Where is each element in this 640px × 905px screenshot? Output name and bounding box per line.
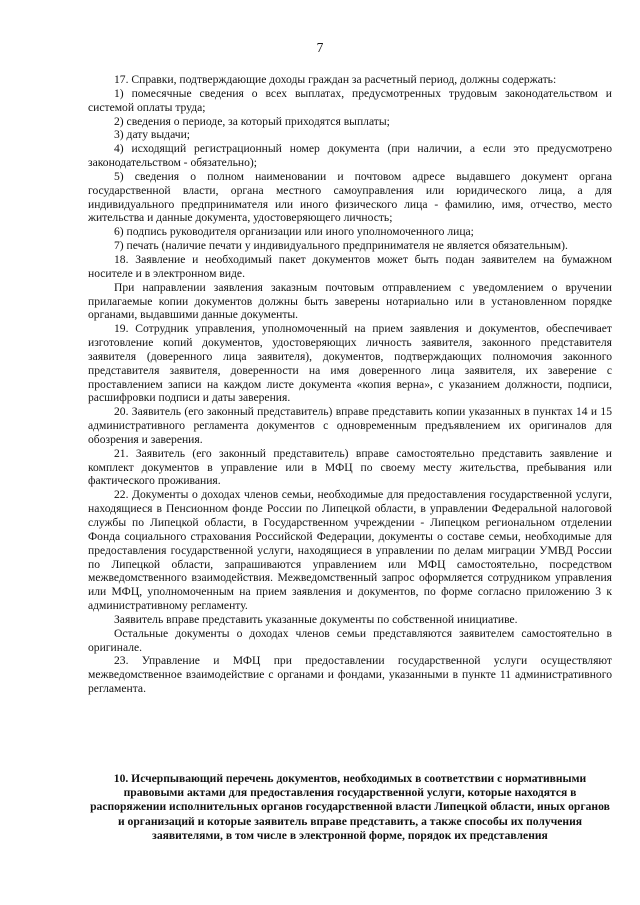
page-number: 7 — [316, 40, 324, 55]
paragraph-22-initiative: Заявитель вправе представить указанные документы по собственной инициативе. — [114, 612, 518, 626]
paragraph-19: 19. Сотрудник управления, уполномоченный на прием заявления и документов, обеспечивает изготовление копий документов, удостоверяющих личность заявителя, законного представителя заявителя (доверенного лица заявителя), документов, подтверждающих полномочия законного представителя заявителя, доверенности на имя доверенного лица заявителя, их заверение с проставлением записи на каждом листе документа «копия верна», с указанием должности, подписи, расшифровки подписи и даты заверения. — [88, 322, 612, 405]
paragraph-17-item-1: 1) помесячные сведения о всех выплатах, предусмотренных трудовым законодательством и системой оплаты труда; — [88, 86, 612, 114]
section-10-heading: 10. Исчерпывающий перечень документов, необходимых в соответствии с нормативными правовыми актами для предоставления государственной услуги, которые находятся в распоряжении исполнительных органов государственной власти Липецкой области, иных органов и организаций и которые заявитель вправе представить, а также способы их получения заявителями, в том числе в электронной форме, порядок их представления — [90, 772, 610, 842]
paragraph-18: 18. Заявление и необходимый пакет документов может быть подан заявителем на бумажном носителе и в электронном виде. — [88, 252, 612, 280]
paragraph-17: 17. Справки, подтверждающие доходы граждан за расчетный период, должны содержать: — [114, 73, 557, 86]
document-body — [88, 73, 612, 696]
paragraph-20: 20. Заявитель (его законный представитель) вправе представить копии указанных в пунктах 14 и 15 административного регламента документов с одновременным предъявлением их оригиналов для обозрения и заверения. — [88, 405, 612, 446]
paragraph-21: 21. Заявитель (его законный представитель) вправе самостоятельно представить заявление и комплект документов в управление или в МФЦ по своему месту жительства, пребывания или фактического проживания. — [88, 446, 612, 488]
paragraph-22-originals: Остальные документы о доходах членов семьи представляются заявителем самостоятельно в оригинале. — [88, 626, 612, 654]
paragraph-22: 22. Документы о доходах членов семьи, необходимые для предоставления государственной услуги, находящиеся в Пенсионном фонде России по Липецкой области, в управлении Федеральной налоговой службы по Липецкой области, в Государственном учреждении - Липецком региональном отделении Фонда социального страхования Российской Федерации, документы о составе семьи, необходимые для предоставления государственной услуги, находящиеся в управлении по делам миграции УМВД России по Липецкой области, запрашиваются управлением или МФЦ самостоятельно, посредством межведомственного взаимодействия. Межведомственный запрос оформляется сотрудником управления или МФЦ, уполномоченным на прием заявления и документов, по форме согласно приложению 3 к административному регламенту. — [88, 488, 612, 613]
paragraph-17-item-4: 4) исходящий регистрационный номер документа (при наличии, а если это предусмотрено законодательством - обязательно); — [88, 142, 612, 170]
paragraph-17-item-7: 7) печать (наличие печати у индивидуального предпринимателя не является обязательным). — [114, 239, 568, 253]
paragraph-18-postal: При направлении заявления заказным почтовым отправлением с уведомлением о вручении прилагаемые копии документов должны быть заверены нотариально или в установленном порядке органами, выдавшими данные документы. — [88, 280, 612, 322]
paragraph-17-item-6: 6) подпись руководителя организации или иного уполномоченного лица; — [114, 225, 474, 239]
paragraph-17-item-2: 2) сведения о периоде, за который приходятся выплаты; — [114, 114, 390, 128]
paragraph-17-item-5: 5) сведения о полном наименовании и почтовом адресе выдавшего документ органа государственной власти, органа местного самоуправления или юридического лица, а для индивидуального предпринимателя или иного физического лица - фамилию, имя, отчество, место жительства и данные документа, удостоверяющего личность; — [88, 169, 612, 225]
paragraph-23: 23. Управление и МФЦ при предоставлении государственной услуги осуществляют межведомственное взаимодействие с органами и фондами, указанными в пункте 11 административного регламента. — [88, 654, 612, 696]
paragraph-17-item-3: 3) дату выдачи; — [114, 128, 191, 142]
